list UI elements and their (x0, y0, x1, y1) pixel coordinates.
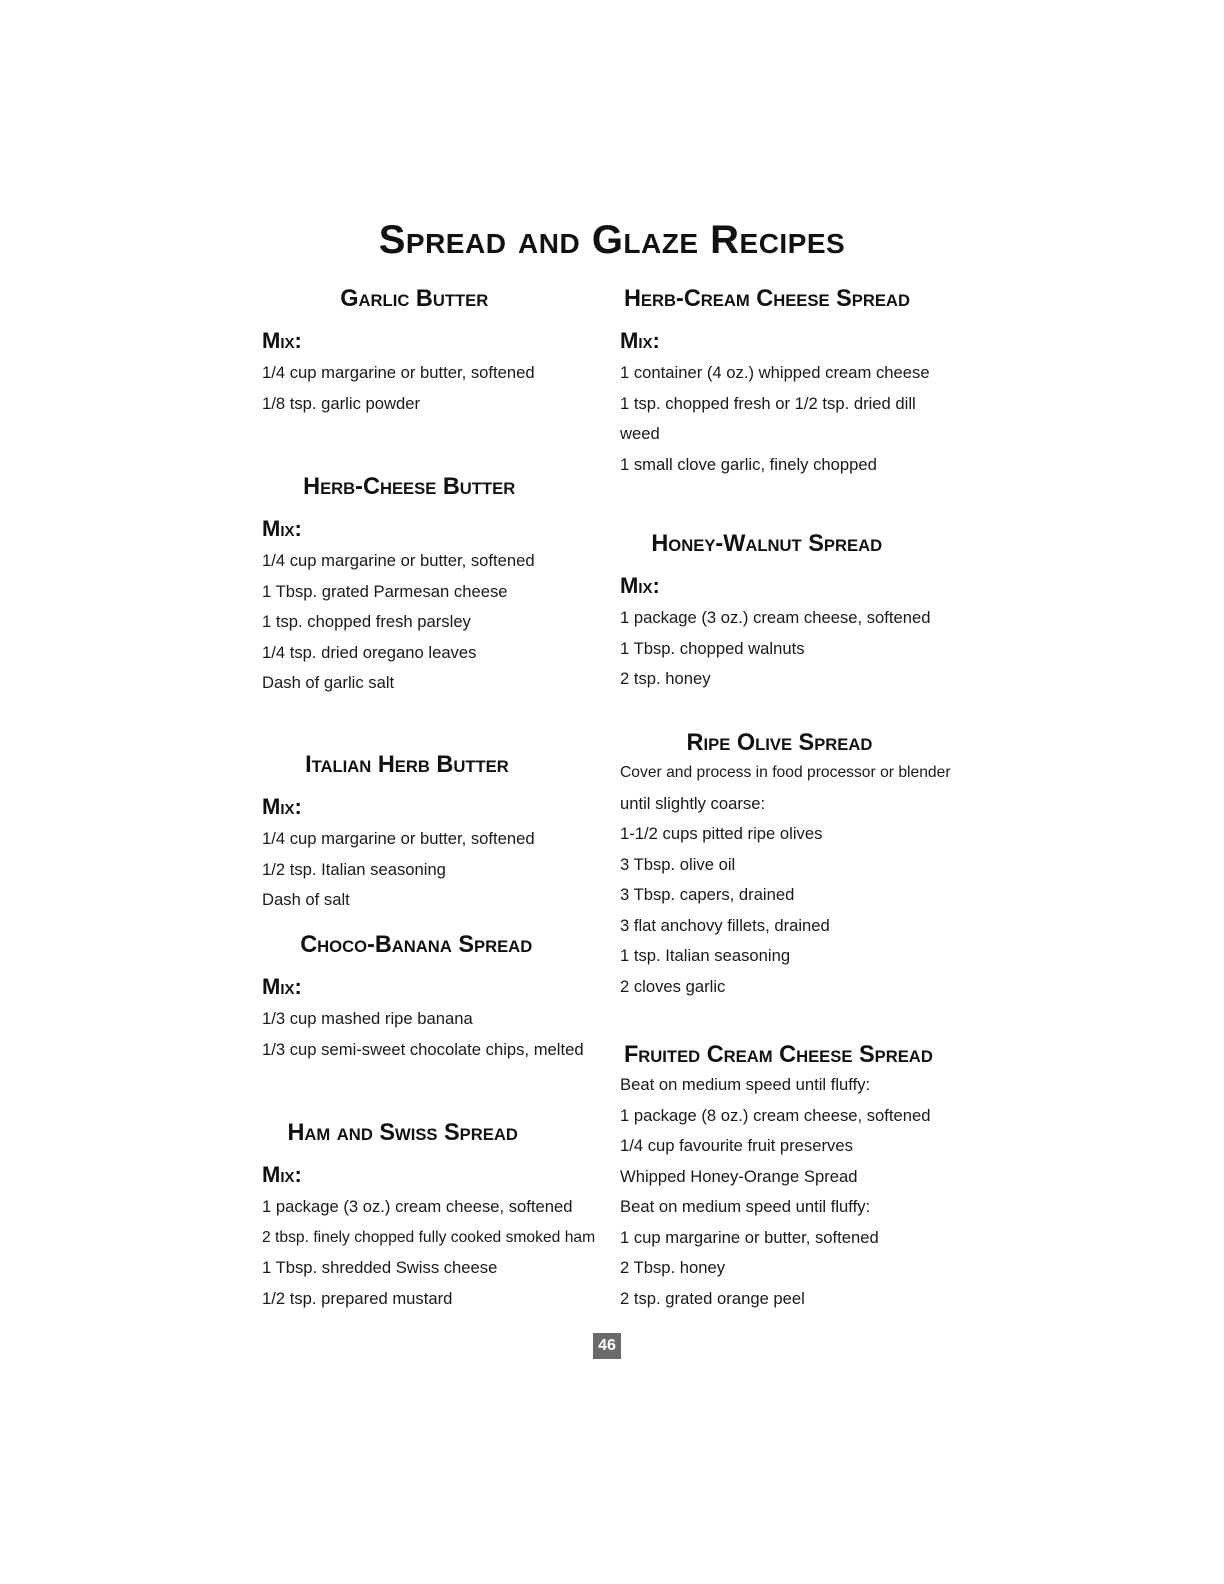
ingredient-line: 2 tbsp. finely chopped fully cooked smoked ham (262, 1228, 596, 1246)
ingredient-line: 1/2 tsp. prepared mustard (262, 1288, 453, 1308)
recipe-herb-cream-cheese-spread (620, 284, 980, 480)
recipe-title: Herb-Cheese Butter (303, 473, 516, 500)
ingredient-line: 2 tsp. grated orange peel (620, 1288, 805, 1308)
ingredient-line: 1 tsp. chopped fresh parsley (262, 612, 471, 631)
recipe-title: Garlic Butter (340, 285, 489, 312)
mix-label: Mix: (262, 974, 302, 999)
ingredient-line: 1/4 cup favourite fruit preserves (620, 1136, 853, 1155)
ingredient-line: 1 Tbsp. shredded Swiss cheese (262, 1258, 498, 1277)
ingredient-line: Dash of garlic salt (262, 673, 395, 692)
ingredient-line: 1/4 cup margarine or butter, softened (262, 551, 535, 570)
recipe-ripe-olive-spread (620, 728, 980, 1002)
ingredient-line: 1/3 cup semi-sweet chocolate chips, melted (262, 1039, 584, 1059)
ingredient-line: 2 tsp. honey (620, 669, 711, 688)
ingredient-line: 1/4 tsp. dried oregano leaves (262, 642, 477, 662)
page-number: 46 (593, 1333, 621, 1359)
recipe-italian-herb-butter (262, 750, 622, 916)
ingredient-line: 1 Tbsp. grated Parmesan cheese (262, 581, 508, 601)
ingredient-line: Whipped Honey-Orange Spread (620, 1166, 858, 1186)
ingredient-line: 1 cup margarine or butter, softened (620, 1227, 879, 1247)
ingredient-line: 1/2 tsp. Italian seasoning (262, 859, 446, 879)
recipe-title: Honey-Walnut Spread (651, 530, 883, 557)
ingredient-line: weed (620, 424, 660, 443)
recipe-title: Choco-Banana Spread (300, 931, 533, 958)
ingredient-line: 1/4 cup margarine or butter, softened (262, 363, 535, 382)
ingredient-line: 1 package (3 oz.) cream cheese, softened (262, 1197, 573, 1216)
ingredient-line: 1 package (8 oz.) cream cheese, softened (620, 1105, 931, 1125)
ingredient-line: 3 flat anchovy fillets, drained (620, 915, 830, 935)
mix-label: Mix: (262, 1162, 302, 1187)
ingredient-line: 1 package (3 oz.) cream cheese, softened (620, 608, 931, 627)
page-title: Spread and Glaze Recipes (378, 218, 846, 262)
recipe-garlic-butter (262, 284, 622, 419)
ingredient-line: Beat on medium speed until fluffy: (620, 1075, 871, 1094)
recipe-title: Herb-Cream Cheese Spread (623, 285, 910, 312)
recipe-title: Ripe Olive Spread (686, 729, 873, 756)
ingredient-line: 2 cloves garlic (620, 976, 726, 996)
recipe-title: Italian Herb Butter (305, 751, 509, 778)
ingredient-line: 1/4 cup margarine or butter, softened (262, 829, 535, 848)
mix-label: Mix: (620, 573, 660, 598)
ingredient-line: Dash of salt (262, 890, 350, 909)
recipe-title: Fruited Cream Cheese Spread (623, 1041, 933, 1068)
ingredient-line: until slightly coarse: (620, 793, 766, 813)
ingredient-line: 1 Tbsp. chopped walnuts (620, 638, 805, 658)
ingredient-line: 3 Tbsp. olive oil (620, 854, 736, 874)
ingredient-line: 2 Tbsp. honey (620, 1258, 726, 1277)
ingredient-line: 3 Tbsp. capers, drained (620, 885, 795, 904)
recipe-herb-cheese-butter (262, 472, 622, 699)
mix-label: Mix: (262, 794, 302, 819)
ingredient-line: 1 container (4 oz.) whipped cream cheese (620, 363, 930, 382)
recipe-fruited-cream-cheese-spread (620, 1040, 980, 1314)
ingredient-line: 1 tsp. Italian seasoning (620, 946, 791, 965)
ingredient-line: 1 tsp. chopped fresh or 1/2 tsp. dried dill (620, 393, 916, 413)
ingredient-line: 1 small clove garlic, finely chopped (620, 454, 877, 474)
ingredient-line: Cover and process in food processor or blender (620, 764, 951, 781)
recipe-title: Ham and Swiss Spread (287, 1119, 518, 1146)
ingredient-line: Beat on medium speed until fluffy: (620, 1197, 871, 1216)
ingredient-line: 1-1/2 cups pitted ripe olives (620, 824, 823, 843)
recipe-ham-and-swiss-spread (262, 1118, 622, 1314)
mix-label: Mix: (262, 516, 302, 541)
ingredient-line: 1/8 tsp. garlic powder (262, 393, 421, 413)
mix-label: Mix: (262, 328, 302, 353)
recipe-choco-banana-spread (262, 930, 622, 1065)
mix-label: Mix: (620, 328, 660, 353)
ingredient-line: 1/3 cup mashed ripe banana (262, 1009, 473, 1028)
recipe-honey-walnut-spread (620, 529, 980, 695)
